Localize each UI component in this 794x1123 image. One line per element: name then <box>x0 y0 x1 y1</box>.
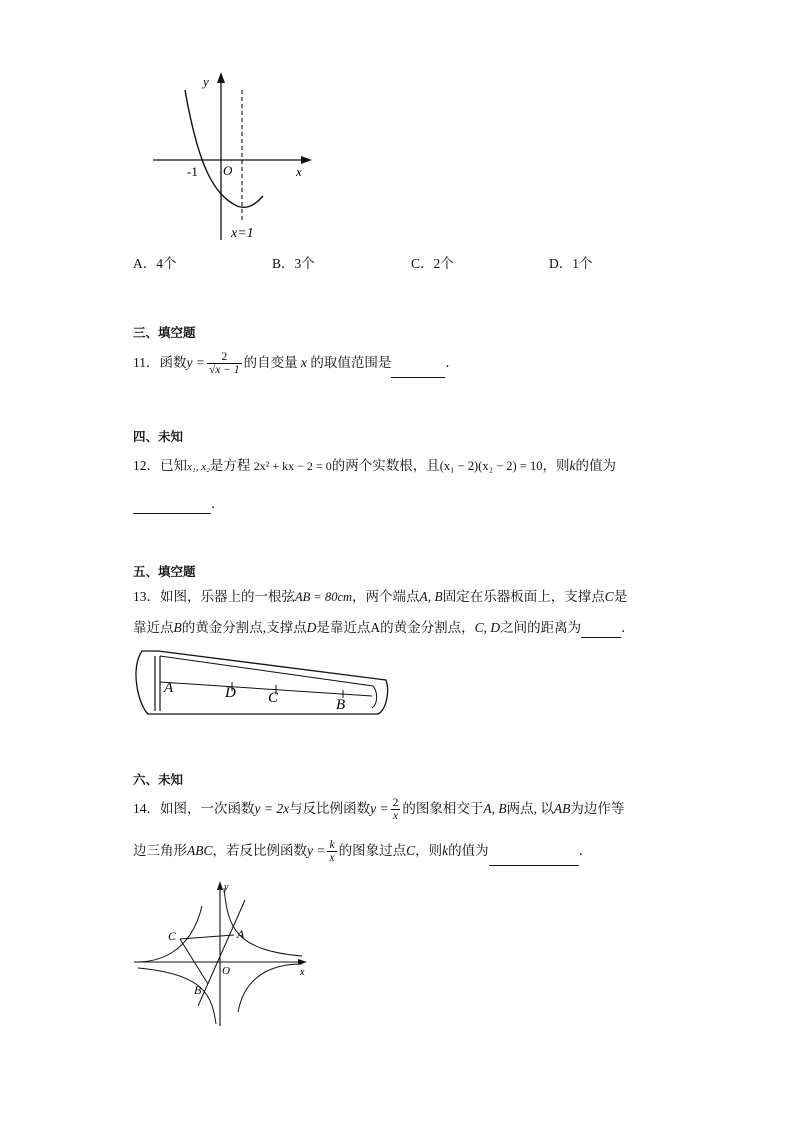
question-14-line1 <box>133 794 624 824</box>
y-axis-arrow <box>217 72 225 83</box>
q11-suffix2: 的取值范围是 <box>310 355 392 370</box>
q14-fraction-2 <box>327 839 336 864</box>
hyperbola-branch-q4 <box>238 964 302 1012</box>
q13-answer-blank[interactable] <box>581 623 621 638</box>
question-11 <box>133 348 459 378</box>
q14-den-2: x <box>329 852 335 865</box>
label-o: O <box>222 965 230 977</box>
q12-mid2: 的两个实数根，且 <box>331 458 440 473</box>
label-c: C <box>168 929 177 943</box>
hyperbola-branch-q3 <box>138 968 216 1024</box>
q13-text-f: 的黄金分割点,支撑点 <box>181 620 307 635</box>
q13-text-g: 是靠近点A的黄金分割点， <box>316 620 475 635</box>
parabola-figure <box>145 70 320 245</box>
hyperbola-figure <box>130 878 315 1028</box>
section-6-title: 六、未知 <box>133 773 184 787</box>
option-c: C．2个 <box>411 256 454 271</box>
q14-linear-fn: y = 2x <box>254 801 290 816</box>
label-a: A <box>237 927 245 941</box>
q14-den-1: x <box>391 809 401 822</box>
q12-prefix: 12．已知 <box>133 458 187 473</box>
q11-answer-blank[interactable] <box>391 363 445 378</box>
parabola-curve <box>185 90 263 207</box>
q14-answer-blank[interactable] <box>489 851 579 866</box>
origin-label: O <box>223 163 233 178</box>
q11-end: ． <box>445 355 459 370</box>
label-x: x <box>300 967 305 978</box>
q11-denominator <box>207 363 242 376</box>
q14-text-i: ，则 <box>415 843 443 858</box>
q14-abc: ABC <box>187 843 213 858</box>
question-13-line1 <box>133 587 627 607</box>
x-axis-arrow <box>301 156 312 164</box>
section-4-title: 四、未知 <box>133 430 184 444</box>
question-12-line2 <box>133 494 225 514</box>
q13-text-e: 靠近点 <box>133 620 174 635</box>
q12-end2: ． <box>211 496 225 511</box>
q12-condition: (x₁ − 2)(x₂ − 2) = 10 <box>439 459 543 473</box>
line-y-2x <box>198 900 245 1006</box>
section-5-title: 五、填空题 <box>133 565 196 579</box>
label-a: A <box>164 680 174 696</box>
q13-point-b: B <box>173 620 182 635</box>
q14-text-g: ，若反比例函数 <box>212 843 307 858</box>
q14-num-1: 2 <box>392 797 399 810</box>
label-d: D <box>225 685 236 701</box>
sqrt-sign: √ <box>208 364 216 377</box>
option-a: A．4个 <box>133 256 177 271</box>
q12-roots: x₁, x₂ <box>187 461 210 473</box>
q13-cd-points: C, D <box>474 620 501 635</box>
q14-k: k <box>442 843 449 858</box>
q14-point-c: C <box>406 843 416 858</box>
q12-mid: 是方程 <box>209 458 251 473</box>
q11-fraction <box>207 351 242 376</box>
q14-text-j: 的值为 <box>448 843 489 858</box>
question-14-line2 <box>133 836 592 866</box>
string-ab <box>160 682 372 696</box>
q14-end: ． <box>578 843 593 858</box>
q12-answer-blank[interactable] <box>133 499 211 514</box>
q14-text-e: 为边作等 <box>570 801 625 816</box>
q11-numerator: 2 <box>221 351 228 364</box>
q12-mid3: ，则 <box>542 458 570 473</box>
q14-text-a: 14．如图，一次函数 <box>133 801 255 816</box>
q14-text-h: 的图象过点 <box>338 843 407 858</box>
label-y: y <box>224 882 229 893</box>
x-axis-label: x <box>296 164 302 179</box>
q11-prefix: 11．函数 <box>133 355 187 370</box>
q12-k: k <box>569 458 576 473</box>
q13-text-b: ，两个端点 <box>352 589 420 604</box>
q13-ab-length: AB = 80cm <box>295 590 353 604</box>
q12-end1: 的值为 <box>575 458 616 473</box>
question-12 <box>133 456 616 477</box>
q13-text-c: 固定在乐器板面上，支撑点 <box>442 589 605 604</box>
option-b: B．3个 <box>272 256 315 271</box>
neg-one-label: -1 <box>187 164 198 179</box>
q13-text-d: 是 <box>613 589 628 604</box>
q11-var: x <box>301 355 308 370</box>
q14-num-2: k <box>329 839 335 852</box>
axis-line-label: x=1 <box>231 226 254 241</box>
instrument-figure <box>128 648 390 720</box>
label-b: B <box>336 697 346 713</box>
label-c: C <box>268 690 279 706</box>
q14-text-f: 边三角形 <box>133 843 187 858</box>
y-axis-label: y <box>203 74 209 89</box>
q14-ab-points: A, B <box>483 801 507 816</box>
q13-end: ． <box>621 620 635 635</box>
q14-y-eq-1: y = <box>370 801 389 816</box>
q14-fraction-1 <box>391 797 401 822</box>
q13-point-d: D <box>306 620 317 635</box>
q13-point-c: C <box>604 589 614 604</box>
q14-text-b: 与反比例函数 <box>289 801 371 816</box>
section-3-title: 三、填空题 <box>133 326 196 340</box>
label-b: B <box>194 983 202 997</box>
q14-ab: AB <box>553 801 571 816</box>
option-d: D．1个 <box>549 256 593 271</box>
q13-text-h: 之间的距离为 <box>500 620 582 635</box>
y-axis-arrow <box>217 881 223 890</box>
q14-y-eq-2: y = <box>307 843 326 858</box>
question-13-line2 <box>133 618 635 638</box>
q11-y-eq: y = <box>186 355 205 370</box>
q13-ab-points: A, B <box>419 589 443 604</box>
q12-equation: 2x² + kx − 2 = 0 <box>253 459 332 473</box>
q11-radicand: x − 1 <box>215 364 240 377</box>
q14-text-c: 的图象相交于 <box>402 801 484 816</box>
q14-text-d: 两点, 以 <box>506 801 554 816</box>
q11-suffix: 的自变量 <box>243 355 298 370</box>
q13-text-a: 13．如图，乐器上的一根弦 <box>133 589 295 604</box>
